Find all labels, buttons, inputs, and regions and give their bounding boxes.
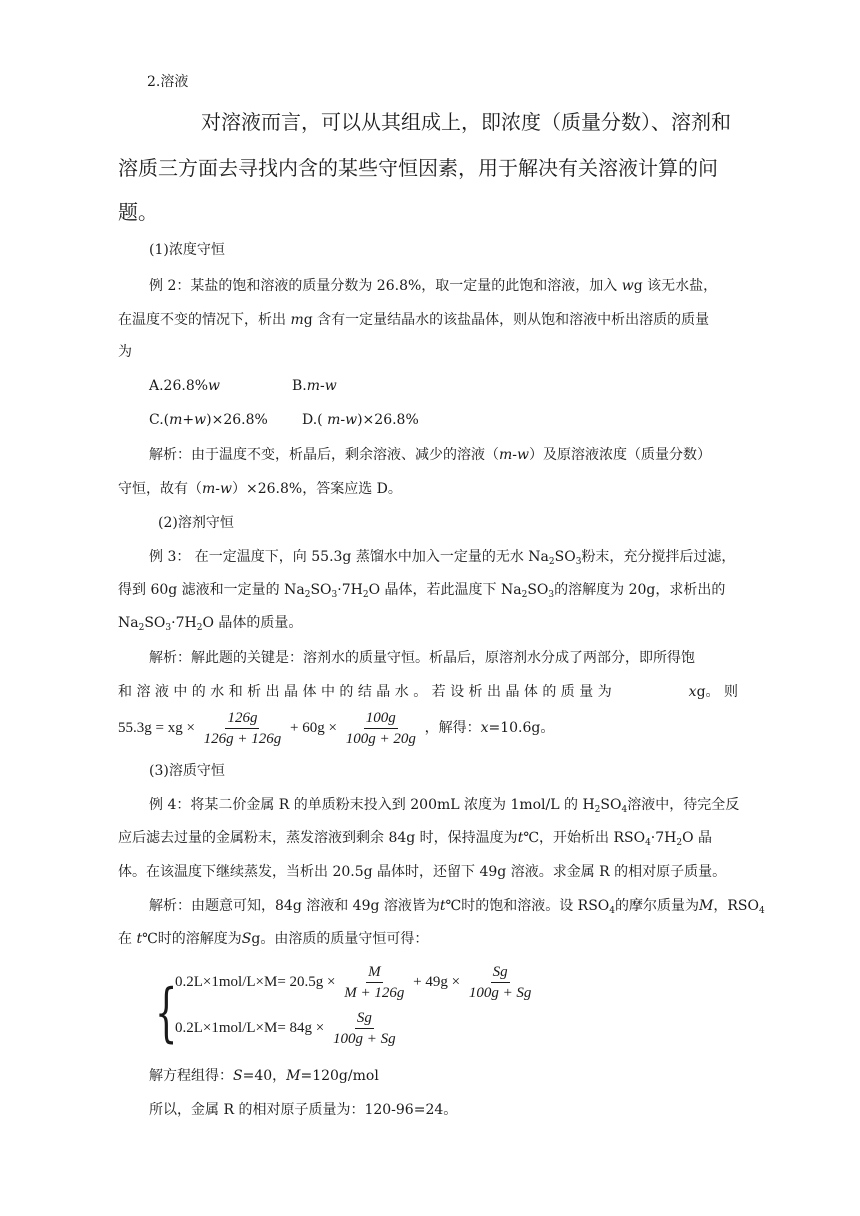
text: )×26.8% — [357, 412, 419, 428]
equation-brace: { — [155, 976, 178, 1050]
var: m-w — [202, 481, 232, 497]
text: ·7H — [650, 830, 677, 846]
text: 解方程组得： — [149, 1068, 233, 1084]
subscript: 2 — [548, 557, 555, 567]
fraction — [344, 710, 418, 747]
subscript: 2 — [594, 805, 601, 815]
text: g 含有一定量结晶水的该盐晶体，则从饱和溶液中析出溶质的质量 — [303, 312, 710, 328]
var: w — [208, 378, 221, 394]
subscript: 3 — [331, 590, 338, 600]
text: SO — [554, 549, 576, 565]
text: 例 4：将某二价金属 R 的单质粉末投入到 200mL 浓度为 1mol/L 的 H — [149, 797, 595, 813]
intro-line-2 — [118, 154, 744, 182]
fraction — [467, 964, 534, 1001]
var: t — [439, 898, 446, 914]
example3-line-3 — [118, 613, 302, 633]
subscript: 2 — [196, 623, 203, 633]
text: ℃时的溶解度为 — [142, 931, 242, 947]
subscript: 4 — [621, 805, 628, 815]
equation-text: 55.3g = xg × — [118, 720, 195, 736]
text: 守恒，故有（ — [118, 481, 202, 497]
text: )×26.8% — [206, 412, 268, 428]
subscript: 2 — [521, 590, 528, 600]
denominator: 100g + 20g — [345, 731, 416, 748]
text: 的溶解度为 20g，求析出的 — [554, 582, 726, 598]
heading-solute: (3)溶质守恒 — [149, 763, 225, 779]
heading-concentration: (1)浓度守恒 — [149, 242, 225, 258]
subscript: 2 — [304, 590, 311, 600]
text: =120g/mol — [300, 1068, 379, 1084]
text: ，RSO — [713, 898, 759, 914]
text: D.( — [302, 412, 328, 428]
text: 和 溶 液 中 的 水 和 析 出 晶 体 中 的 结 晶 水 。 若 设 析 出 晶 体 的 质 量 为 — [118, 684, 612, 700]
text: g。由溶质的质量守恒可得： — [251, 931, 429, 947]
numerator: 126g — [225, 710, 259, 729]
text: SO — [310, 582, 332, 598]
text: g。 则 — [696, 684, 738, 700]
text: O 晶体，若此温度下 Na — [368, 582, 522, 598]
numerator: Sg — [355, 1010, 374, 1029]
fraction — [331, 1010, 398, 1047]
intro-line-3: 题。 — [118, 200, 158, 224]
text: 解析：由于温度不变，析晶后，剩余溶液、减少的溶液（ — [149, 447, 499, 463]
result-line-1 — [149, 1066, 379, 1086]
text: 应后滤去过量的金属粉末，蒸发溶液到剩余 84g 时，保持温度为 — [118, 830, 518, 846]
subscript: 2 — [138, 623, 145, 633]
var: m-w — [327, 412, 358, 428]
example2-line-1 — [149, 276, 717, 296]
example3-line-2 — [118, 580, 725, 600]
option-c — [149, 410, 268, 430]
denominator: M + 126g — [344, 985, 405, 1002]
denominator: 100g + Sg — [468, 985, 532, 1002]
subscript: 2 — [362, 590, 369, 600]
subscript: 3 — [548, 590, 555, 600]
var: x — [480, 720, 489, 736]
text: 溶液中，待完全反 — [627, 797, 740, 813]
analysis3-line-1: 解析：解此题的关键是：溶剂水的质量守恒。析晶后，原溶剂水分成了两部分，即所得饱 — [149, 650, 695, 666]
text: 例 2：某盐的饱和溶液的质量分数为 26.8%，取一定量的此饱和溶液，加入 — [149, 278, 618, 294]
text: ℃时的饱和溶液。设 RSO — [445, 898, 610, 914]
text: ）×26.8%，答案应选 D。 — [232, 481, 402, 497]
numerator: Sg — [491, 964, 510, 983]
equation-text: 0.2L×1mol/L×M= 20.5g × — [175, 974, 336, 990]
var: w — [621, 278, 634, 294]
text: g 该无水盐， — [633, 278, 718, 294]
text: =40， — [242, 1068, 287, 1084]
example4-line-1 — [149, 795, 739, 815]
equation-text: + 60g × — [290, 720, 337, 736]
equation-text: 0.2L×1mol/L×M= 84g × — [175, 1020, 325, 1036]
equation-text: + 49g × — [413, 974, 461, 990]
var: t — [517, 830, 524, 846]
text: A.26.8% — [149, 378, 209, 394]
var: M — [699, 898, 714, 914]
text: O 晶 — [682, 830, 713, 846]
solution — [425, 720, 555, 736]
heading-solvent: (2)溶剂守恒 — [158, 515, 234, 531]
text-tail — [689, 682, 738, 702]
example4-line-3: 体。在该温度下继续蒸发，当析出 20.5g 晶体时，还留下 49g 溶液。求金属 R 的相对原子质量。 — [118, 864, 727, 880]
var: t — [136, 931, 143, 947]
analysis4-line-1 — [149, 896, 765, 916]
fraction — [202, 710, 284, 747]
subscript: 3 — [165, 623, 172, 633]
numerator: M — [366, 964, 383, 983]
text: ·7H — [171, 615, 197, 631]
text: ℃，开始析出 RSO — [523, 830, 646, 846]
analysis2-line-1 — [149, 445, 711, 465]
text: 的摩尔质量为 — [615, 898, 700, 914]
text: 在温度不变的情况下，析出 — [118, 312, 291, 328]
equation-2 — [175, 1008, 401, 1048]
option-b — [292, 376, 337, 396]
var: x — [688, 684, 697, 700]
text: 在 — [118, 931, 137, 947]
var: m — [290, 312, 304, 328]
text: Na — [118, 615, 139, 631]
var: m-w — [499, 447, 529, 463]
text: ）及原溶液浓度（质量分数） — [529, 447, 711, 463]
analysis4-line-2 — [118, 929, 428, 949]
text: 例 3： 在一定温度下，向 55.3g 蒸馏水中加入一定量的无水 Na — [149, 549, 549, 565]
analysis2-line-2 — [118, 479, 402, 499]
section-title: 2.溶液 — [147, 74, 189, 90]
var: S — [241, 931, 252, 947]
equation-solvent — [118, 708, 554, 748]
example3-line-1 — [149, 547, 735, 567]
text: ·7H — [337, 582, 363, 598]
text: 粉末，充分搅拌后过滤， — [581, 549, 736, 565]
subscript: 4 — [645, 838, 651, 848]
var: S — [233, 1068, 243, 1084]
subscript: 3 — [575, 557, 582, 567]
subscript: 4 — [609, 906, 616, 916]
var: m+w — [169, 412, 207, 428]
text: SO — [600, 797, 622, 813]
var: M — [286, 1068, 301, 1084]
text: 解析：由题意可知，84g 溶液和 49g 溶液皆为 — [149, 898, 440, 914]
text: B. — [292, 378, 307, 394]
text: =10.6g。 — [488, 720, 555, 736]
text: C.( — [149, 412, 170, 428]
result-line-2: 所以，金属 R 的相对原子质量为：120-96=24。 — [149, 1102, 458, 1118]
text: SO — [527, 582, 549, 598]
numerator: 100g — [364, 710, 398, 729]
denominator: 100g + Sg — [333, 1031, 396, 1048]
subscript: 2 — [676, 838, 683, 848]
option-a — [149, 376, 220, 396]
equation-1 — [175, 962, 536, 1002]
example2-line-2 — [118, 310, 709, 330]
option-d — [302, 410, 419, 430]
intro-line-1: 对溶液而言，可以从其组成上，即浓度（质量分数）、溶剂和 — [201, 110, 731, 134]
denominator: 126g + 126g — [203, 731, 282, 748]
text: O 晶体的质量。 — [202, 615, 303, 631]
intro-line-2-text: 溶质三方面去寻找内含的某些守恒因素，用于解决有关溶液计算的问 — [118, 156, 718, 180]
text: ，解得： — [424, 720, 481, 736]
subscript: 4 — [758, 906, 765, 916]
example4-line-2 — [118, 828, 712, 848]
text: SO — [144, 615, 166, 631]
fraction — [342, 964, 406, 1001]
var: m-w — [306, 378, 337, 394]
example2-line-3: 为 — [118, 344, 132, 360]
analysis3-line-2 — [118, 682, 738, 702]
text: 得到 60g 滤液和一定量的 Na — [118, 582, 305, 598]
